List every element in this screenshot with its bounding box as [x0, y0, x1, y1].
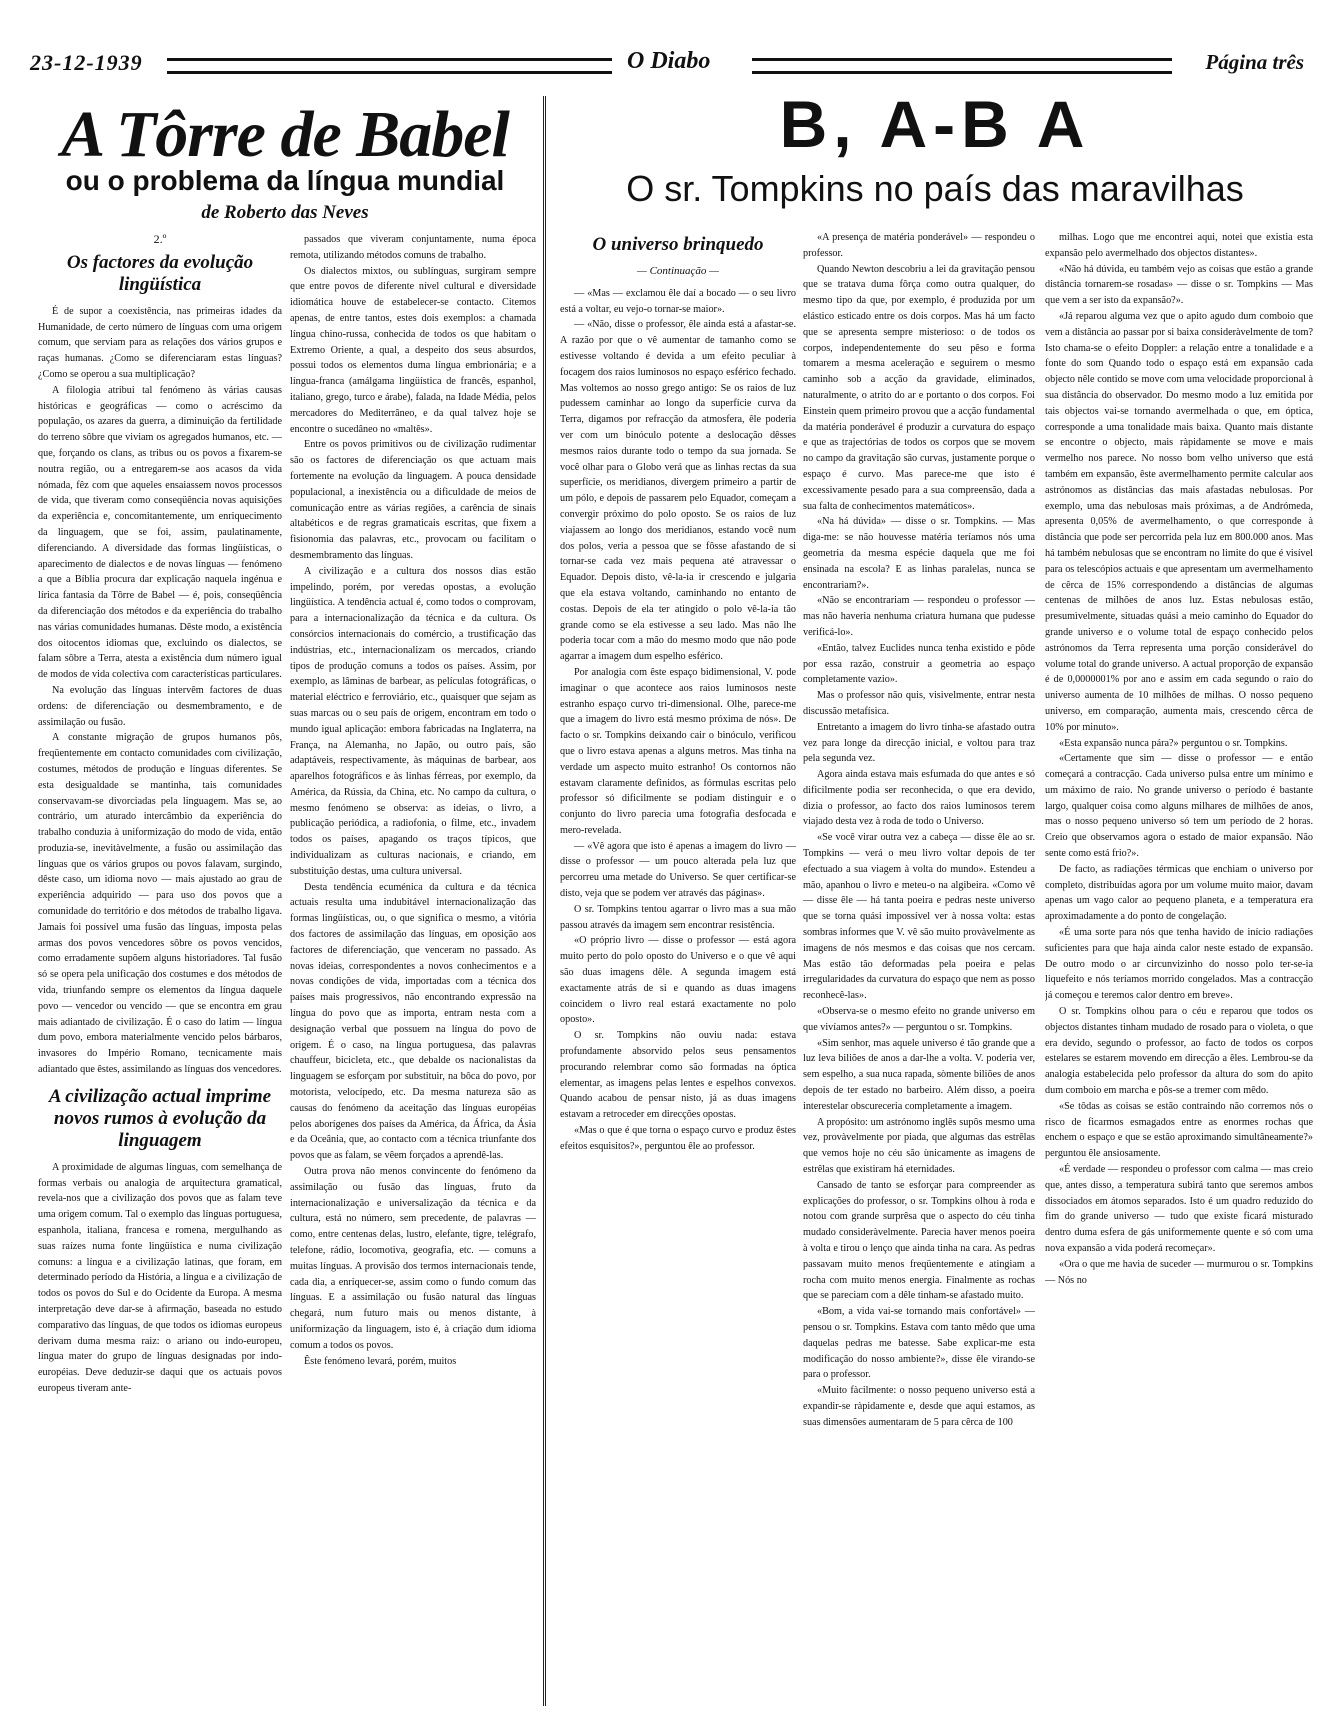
paragraph: A filologia atribui tal fenómeno às várias causas históricas e geográficas — como o acréscimo da população, os azares da guerra, a diminuição da fertilidade do terreno sôbre que viviam os agregados humanos, etc. — que, forçando os clans, as tribus ou os povos a fixarem-se noutra região, ou a entregarem-se aos acasos da vida nómada, fêz com que aqueles ensaiassem novos processos de vida, que tiveram como conseqüência novas aquisições da experiência e, concomitantemente, um enriquecimento da linguagem, que se foi, assim, paulatinamente, diferenciando. A diversidade das formas lingüísticas, o aparecimento de dialectos e de novas línguas — fenómeno a que a Bíblia procura dar explicação naquela ingénua e lírica fantasia da Tôrre de Babel — é, pois, conseqüência da diferenciação dos métodos e da experiência do trabalho nas várias comunidades humanas. Dêste modo, a existência dos oitocentos idiomas que, excluindo os dialectos, se falam sôbre a Terra, atesta a existência dum número igual de modos de vida colectiva com características particulares.: [38, 384, 282, 681]
paragraph: É de supor a coexistência, nas primeiras idades da Humanidade, de certo número de línguas com uma origem comum, que serviam para as relações dos vários grupos e raças humanas. ¿Como se diferenciaram estas línguas? ¿Como se operou a sua multiplicação?: [38, 305, 282, 380]
paragraph: A civilização e a cultura dos nossos dias estão impelindo, porém, por veredas opostas, a evolução lingüística. A tendência actual é, como todos o comprovam, para a internacionalização da técnica e da cultura. Os consórcios internacionais do comércio, a trustificação das indústrias, etc., internacionalizam os mercados, criando tipos de produção comuns a todos os países. Assim, por exemplo, as lâminas de barbear, as películas fotográficas, o material eléctrico e ferroviário, etc., quaisquer que sejam as suas marcas ou o seu país de origem, encontram em todo o mundo igual aplicação: embora fabricadas na Inglaterra, na França, na Alemanha, no Japão, ou outro país, são adaptáveis, respectivamente, às máquinas de barbear, aos aparelhos fotográficos e às linhas férreas, por exemplo, da América, da Rússia, da China, etc. No campo da cultura, o mesmo fenómeno se observa: as ideias, o livro, a publicação periódica, a radiofonia, o filme, etc., invadem todos os países, apagando os traços típicos, que individualizam as culturas nacionais, e criando, em substituição destas, uma cultura universal.: [290, 565, 536, 877]
paragraph: — «Não, disse o professor, êle ainda está a afastar-se. A razão por que o vê aumentar de tamanho como se estivesse voltando é devida a um efeito peculiar à focagem dos raios luminosos no espaço esférico fechado. Mas voltemos ao nosso grego antigo: Se os raios de luz pudessem caminhar ao longo da superfície curva da Terra, digamos por refracção da atmosfera, êle poderia ver com um binóculo potente a deslocação dêsses mesmos raios durante todo o tempo da sua jornada. Se você olhar para o Globo verá que as linhas rectas da sua superfície, os meridianos, divergem primeiro a partir de um pólo, e depois de passarem pelo Equador, começam a convergir próximo do polo oposto. Se os raios de luz viajassem ao longo dos meridianos, estando você num dos polos, veria a pessoa que se fôsse afastando de si tornar-se cada vez mais pequena até atravessar o Equador. Depois disto, vê-la-ia ir crescendo e julgaria que ela estava voltando, caminhando no entanto de costas. Depois de ela ter atingido o polo vê-la-ia tão grande como se ela estivesse a seu lado. Mas não lhe poderia tocar com a mão do mesmo modo que não pode agarrar a imagem dum espelho esférico.: [560, 319, 796, 663]
paragraph: A constante migração de grupos humanos pôs, freqüentemente em contacto comunidades com civilização, costumes, métodos de produção e línguas diferentes. Se esta desigualdade se mantinha, tais comunidades conservavam-se divorciadas pela linguagem. Mas se, ao contrário, um aturado intercâmbio da experiência do trabalho conduzia à uniformização do modo de vida, então produzia-se, inevitàvelmente, a fusão ou assimilação das línguas que os vários grupos ou povos falavam, surgindo, dêste caso, um idioma novo — mais ajustado ao grau de experiência adquirido — para uso dos povos que a comunidade do território e dos métodos de trabalho ligava. Jamais foi possível uma fusão das línguas, imposta pelas armas dos povos vencedores sôbre os povos vencidos, como erradamente supõem alguns historiadores. Tal fusão só se opera pela unificação dos costumes e dos métodos de vida, triunfando sempre os elementos da língua daquele povo — vencedor ou vencido — que se encontra em grau mais adiantado de civilização. É o caso do latim — língua dum povo, embora materialmente vencido pelos bárbaros, invasores do Império Romano, tecnicamente mais adiantado que êstes, assimilando as línguas dos vencedores.: [38, 732, 282, 1076]
right-article-subtitle: O sr. Tompkins no país das maravilhas: [626, 168, 1244, 209]
paragraph: Cansado de tanto se esforçar para compreender as explicações do professor, o sr. Tompkins olhou à roda e notou com grande surprêsa que o aspecto do céu tinha mudado consideràvelmente. Parecia haver menos poeira à volta e tirou o lenço que ainda tinha na cara. As pedras passavam muito menos freqüentemente e atingiam a rocha com muito menos energia. Finalmente as rochas que se pareciam com a dêle tinham-se afastado muito.: [803, 1179, 1035, 1302]
article-body: [38, 304, 282, 1078]
paragraph: «Sim senhor, mas aquele universo é tão grande que a luz leva biliões de anos a dar-lhe a volta. V. poderia ver, sem espelho, a sua nuca rapada, sòmente biliões de anos depois de ter estado no barbeiro. Além disso, a poeira interestelar obscureceria completamente a imagem.: [803, 1037, 1035, 1112]
paragraph: O sr. Tompkins olhou para o céu e reparou que todos os objectos distantes tinham mudado de rosado para o violeta, o que era devido, segundo o professor, ao facto de todos os corpos estelares se estarem movendo em direcção a êles. Lembrou-se da analogia estabelecida pelo professor da altura do som do apito dum comboio em marcha e pôs-se a tremer com mêdo.: [1045, 1006, 1313, 1097]
paragraph: Desta tendência ecuménica da cultura e da técnica actuais resulta uma indubitável internacionalização das formas lingüísticas, ou, o que significa o mesmo, a vitória dos factores de assimilação das línguas, em oposição aos factores de diferenciação, que venceram no passado. As novas ideias, correspondentes a novos conhecimentos e a novas condições de vida, importadas com a técnica dos países mais progressivos, não encontrando expressão na língua do povo que as importa, entram nesta com a designação verbal que possuem na língua do povo de origem. É o caso, na língua portuguesa, das palavras chauffeur, bicicleta, etc., que debalde os nacionalistas da linguagem se esforçam por substituir, na bôca do povo, por motorista, velocípedo, etc. Da mesma natureza são as causas do fenómeno da aceitação das línguas européias pelos aborígenes dos países da América, da África, da Ásia e da Oceânia, que, ao contacto com a técnica triunfante dos povos que as falam, se vêem forçados a aprendê-las.: [290, 881, 536, 1162]
paragraph: «Mas o que é que torna o espaço curvo e produz êstes efeitos esquisitos?», perguntou êle ao professor.: [560, 1125, 796, 1152]
paragraph: «Se você virar outra vez a cabeça — disse êle ao sr. Tompkins — verá o meu livro voltar depois de ter efectuado a sua viagem à volta do mundo». Estendeu a mão, apanhou o livro e meteu-o na algibeira. «Como vê — disse êle — há tanta poeira e pedras neste universo que se torna quási impossível ver à nossa volta: estas sombras informes que V. vê são muito provàvelmente as imagens de nós mesmos e das coisas que nos cercam. Mas estão tão deformadas pela poeira e pelas irregularidades da curvatura do espaço que nem as posso reconhecê-las».: [803, 832, 1035, 1002]
section-heading: Os factores da evolução lingüística: [66, 251, 254, 295]
paragraph: Entretanto a imagem do livro tinha-se afastado outra vez para longe da direcção inicial, e voltou para traz pela segunda vez.: [803, 721, 1035, 765]
paragraph: Quando Newton descobriu a lei da gravitação pensou que se tratava duma fôrça como outra qualquer, do mesmo tipo da que, por exemplo, é produzida por um elástico esticado entre os dois corpos. Mas há um facto que se apresenta sempre misterioso: o de todos os corpos, independentemente do seu pêso e forma tomarem a mesma aceleração e seguirem o mesmo caminho sob a acção da gravidade, eliminados, naturalmente, o atrito do ar e portanto o dos corpos. Foi Einstein quem primeiro provou que a acção fundamental da matéria ponderável é produzir a curvatura do espaço e que as trajectórias de todos os corpos que se movem no campo da gravitação são curvas, justamente porque o espaço é curvo. Mas parece-me que isto é excessivamente pesado para a sua compreensão, dada a sua falta de conhecimentos matemáticos».: [803, 263, 1035, 512]
article-body: [803, 230, 1035, 1431]
paragraph: «O próprio livro — disse o professor — está agora muito perto do polo oposto do Universo e o que vê aqui são duas imagens dêle. A segunda imagem está exactamente atrás de si e quando as duas imagens coincidem o livro real estará exactamente no polo oposto».: [560, 935, 796, 1026]
paragraph: «Certamente que sim — disse o professor — e então começará a contracção. Cada universo pulsa entre um mínimo e um máximo de raio. No grande universo o período é bastante largo, qualquer coisa como alguns milhares de milhões de anos, mas o nosso pequeno universo só tem um período de 2 horas. Creio que observamos agora o estado de maior expansão. Não sente como está frio?».: [1045, 753, 1313, 860]
paragraph: — «Vê agora que isto é apenas a imagem do livro — disse o professor — um pouco alterada pela luz que percorreu uma metade do Universo. Se quer certificar-se disto, veja que se podem ver através das páginas».: [560, 840, 796, 900]
paragraph: «Esta expansão nunca pára?» perguntou o sr. Tompkins.: [1059, 737, 1288, 749]
section-heading: O universo brinquedo: [592, 234, 764, 255]
paragraph: — «Mas — exclamou êle daí a bocado — o seu livro está a voltar, eu vejo-o tornar-se maior».: [560, 287, 796, 315]
paragraph: Na evolução das línguas intervêm factores de duas ordens: de diferenciação ou desmembramento, e de assimilação ou fusão.: [38, 684, 282, 728]
left-article-subtitle: ou o problema da língua mundial: [65, 165, 505, 196]
paragraph: «É uma sorte para nós que tenha havido de início radiações suficientes para que haja ainda calor neste estado de expansão. De outro modo o ar circunvizinho do nosso polo ter-se-ia liquefeito e nós teríamos morrido congelados. Mas a contracção já começou e teremos calor dentro em breve».: [1045, 927, 1313, 1002]
article-body: [290, 232, 536, 1369]
article-body-2: [38, 1160, 282, 1397]
page-number: Página três: [1205, 50, 1304, 74]
paragraph: Os dialectos mixtos, ou sublínguas, surgiram sempre que entre povos de diferente nível cultural e diversidade idiomática houve de estabelecer-se contacto. Citemos apenas, de entre tantos, estes dois exemplos: a chamada língua chino-russa, conhecida de todos os que habitam o Extremo Oriente, a qual, a despeito dos seus absurdos, possui todos os elementos duma língua embrionária; e a língua-franca (amálgama lingüística de francês, espanhol, italiano, grego, turco e árabe), falada, na Idade Média, pelos mercadores do Mediterrâneo, e da qual talvez hoje se encontre o sucedâneo no «maltês».: [290, 265, 536, 435]
newspaper-title: O Diabo: [627, 48, 711, 74]
paragraph: «Se tôdas as coisas se estão contraindo não corremos nós o risco de ficarmos esmagados entre as enormes rochas que enchem o espaço e que se estão aproximando simultâneamente?» perguntou êle ansiosamente.: [1045, 1100, 1313, 1160]
paragraph: O sr. Tompkins não ouviu nada: estava profundamente absorvido pelos seus pensamentos procurando relembrar como são formadas na óptica elementar, as imagens pelas lentes e espelhos convexos. Quando acabou de pensar nisto, já as duas imagens estavam a retroceder em direcções opostas.: [560, 1030, 796, 1121]
paragraph: Mas o professor não quis, visivelmente, entrar nesta discussão metafísica.: [803, 690, 1035, 717]
left-article-byline: de Roberto das Neves: [201, 202, 369, 223]
continuation-label: — Continuação —: [637, 265, 719, 277]
paragraph: O sr. Tompkins tentou agarrar o livro mas a sua mão passou através da imagem sem encontrar resistência.: [560, 903, 796, 931]
paragraph: Agora ainda estava mais esfumada do que antes e só dificilmente podia ser reconhecida, o que era devido, dizia o professor, ao facto dos raios luminosos terem viajado desta vez à roda de todo o Universo.: [803, 769, 1035, 828]
section-heading-2: A civilização actual imprime novos rumos à evolução da linguagem: [48, 1085, 272, 1151]
right-article-title: B, A-B A: [779, 87, 1091, 161]
paragraph: «Não há dúvida, eu também vejo as coisas que estão a grande distância tornarem-se rosadas» — disse o sr. Tompkins — Mas que vem a ser isto da expansão?».: [1045, 263, 1313, 307]
paragraph: «A presença de matéria ponderável» — respondeu o professor.: [803, 232, 1035, 259]
masthead-rule-right: [752, 58, 1172, 74]
article-body: [560, 286, 796, 1155]
issue-date: 23-12-1939: [30, 50, 143, 75]
paragraph: «Na há dúvida» — disse o sr. Tompkins. — Mas diga-me: se não houvesse matéria teríamos nós uma geometria da mesma espécie daquela que me foi ensinada na escola? E as linhas paralelas, nunca se encontrariam?».: [803, 516, 1035, 591]
paragraph: Por analogia com êste espaço bidimensional, V. pode imaginar o que acontece aos raios luminosos neste estranho espaço curvo tri-dimensional. Olhe, parece-me que a imagem do livro está mesmo próxima de nós». De facto o sr. Tompkins deixando cair o binóculo, verificou que o livro estava apenas a alguns metros. Mas tinha na verdade um aspecto muito estranho! Os contornos não estavam claramente definidos, as fórmulas escritas pelo professor só dificilmente se podiam distinguir e o conjunto do livro parecia uma fotografia desfocada e mero-revelada.: [560, 666, 796, 836]
paragraph: «Bom, a vida vai-se tornando mais confortável» — pensou o sr. Tompkins. Estava com tanto mêdo que uma daquelas pedras me batesse. Sabe explicar-me esta modificação do nosso ambiente?», disse êle virando-se para o professor.: [803, 1306, 1035, 1381]
section-number: 2.º: [153, 232, 167, 246]
left-article-title: A Tôrre de Babel: [61, 98, 509, 171]
paragraph: «Ora o que me havia de suceder — murmurou o sr. Tompkins — Nós no: [1045, 1258, 1313, 1286]
paragraph: passados que viveram conjuntamente, numa época remota, utilizando métodos comuns de trabalho.: [290, 234, 536, 261]
left-column-2: [290, 232, 536, 1712]
article-body: [1045, 230, 1313, 1288]
paragraph: A propósito: um astrónomo inglês supôs mesmo uma vez, provàvelmente por piada, que algumas das estrêlas que vemos hoje no céu são ùnicamente as imagens de estrêlas que existiram há eternidades.: [803, 1116, 1035, 1176]
paragraph: milhas. Logo que me encontrei aqui, notei que existia esta expansão pelo avermelhado dos objectos distantes».: [1045, 232, 1313, 259]
paragraph: A proximidade de algumas línguas, com semelhança de formas verbais ou analogia de arquitectura gramatical, revela-nos que a civilização dos povos que as falam teve uma origem comum. Tal o exemplo das línguas portuguesa, espanhola, italiana, francesa e romena, mergulhando as suas raízes numa fonte lingüística e numa civilização comuns: a língua e a civilização latinas, que foram, em determinado período da História, a língua e a civilização de todos os povos do Sul e do Ocidente da Europa. A mesma interpretação deve dar-se à afirmação, baseada no estudo comparativo das línguas, de que todos os idiomas europeus derivam duma mesma raiz: o ariano ou indo-europeu, língua mater do grupo de línguas designadas por indo-européias. Deve deduzir-se daqui que os actuais povos europeus tiveram ante-: [38, 1161, 282, 1394]
masthead-rule-left: [167, 58, 612, 74]
column-divider: [543, 96, 546, 1706]
paragraph: «Já reparou alguma vez que o apito agudo dum comboio que vem a distância ao passar por si baixa consideràvelmente de tom? Isto chama-se o efeito Doppler: a relação entre a tonalidade e a fonte do som Quando todo o espaço está em expansão cada objecto nêle contido se move com uma velocidade proporcional à sua distância do observador. Do mesmo modo a luz emitida por tais objectos vai-se tornando avermelhada o que, em óptica, corresponde a uma tonalidade mais baixa. Quanto mais distante se encontre o objecto, mais ràpidamente se move e mais vermelho nos parece. No nosso bom velho universo que está também em expansão, êste avermelhamento permite calcular aos astrónomos as distâncias das mais afastadas nebulosas. Por exemplo, uma das nebulosas mais próximas, a de Andrómeda, apresenta 0,05% de avermelhamento, o que corresponde à distância que pode ser percorrida pela luz em 800.000 anos. Mas há também nebulosas que se encontram no limite do que é visível para os telescópios actuais e que apresentam um avermelhamento de cêrca de 15% correspondendo a distâncias de algumas centenas de milhões de anos luz. Estas nebulosas estão, presumìvelmente, situadas quási a meio caminho do Equador do grande universo e o volume total de espaço conhecido pelos astrónomos da Terra representa uma porção considerável do volume total do grande universo. A actual proporção de expansão é de 0,0000001% por ano e assim em cada segundo o raio do universo aumenta de 10 milhões de milhas. O nosso pequeno universo, em comparação, aumenta mais, crescendo cêrca de 10% por minuto».: [1045, 310, 1313, 733]
right-column-2: [803, 230, 1035, 1710]
right-column-1: [560, 230, 796, 1710]
paragraph: «Muito fàcilmente: o nosso pequeno universo está a expandir-se ràpidamente e, desde que aqui estamos, as suas dimensões aumentaram de 5 para cêrca de 100: [803, 1385, 1035, 1428]
right-column-3: [1045, 230, 1313, 1710]
paragraph: Êste fenómeno levará, porém, muitos: [304, 1355, 457, 1367]
paragraph: «Então, talvez Euclides nunca tenha existido e pôde por essa razão, construir a geometria ao espaço completamente vazio».: [803, 642, 1035, 686]
paragraph: «Observa-se o mesmo efeito no grande universo em que vivíamos antes?» — perguntou o sr. Tompkins.: [803, 1006, 1035, 1033]
masthead: [22, 44, 1312, 84]
left-column-1: [38, 232, 282, 1712]
paragraph: De facto, as radiações térmicas que enchiam o universo por completo, distribuídas agora por um volume muito maior, davam apenas um vago calor ao pequeno planeta, e a temperatura era aproximadamente a do ponto de congelação.: [1045, 863, 1313, 923]
paragraph: «É verdade — respondeu o professor com calma — mas creio que, antes disso, a temperatura subirá tanto que seremos ambos dissociados em átomos separados. Isto é um quadro reduzido do fim do grande universo — tudo que existe ficará misturado dentro duma esfera de gás uniformemente quente e só com uma nova expansão a vida poderá recomeçar».: [1045, 1164, 1313, 1254]
paragraph: «Não se encontrariam — respondeu o professor — mas não haveria nenhuma criatura humana que pudesse verificá-lo».: [803, 595, 1035, 638]
paragraph: Outra prova não menos convincente do fenómeno da assimilação ou fusão das línguas, fruto da internacionalização e universalização da técnica e da cultura, está no número, sem precedente, de palavras — como, entre centenas delas, lustro, elefante, tigre, telégrafo, telefone, rádio, locomotiva, geografia, etc. — comuns a muitas línguas. A provisão dos termos internacionais tende, cada dia, a enriquecer-se, assim como o fundo comum das línguas. E a assimilação ou fusão natural das línguas chegará, num futuro mais ou menos distante, à uniformização da linguagem, isto é, à criação dum idioma comum a todos os povos.: [290, 1166, 536, 1351]
paragraph: Entre os povos primitivos ou de civilização rudimentar são os factores de diferenciação os que actuam mais fortemente na evolução da linguagem. A pouca densidade populacional, a inexistência ou a dificuldade de meios de comunicação entre as várias regiões, a carência de sinais altabéticos e de regras gramaticais escritas, que fixem a fisionomia das palavras, etc., provocam ou facilitam o desmembramento das línguas.: [290, 439, 536, 561]
